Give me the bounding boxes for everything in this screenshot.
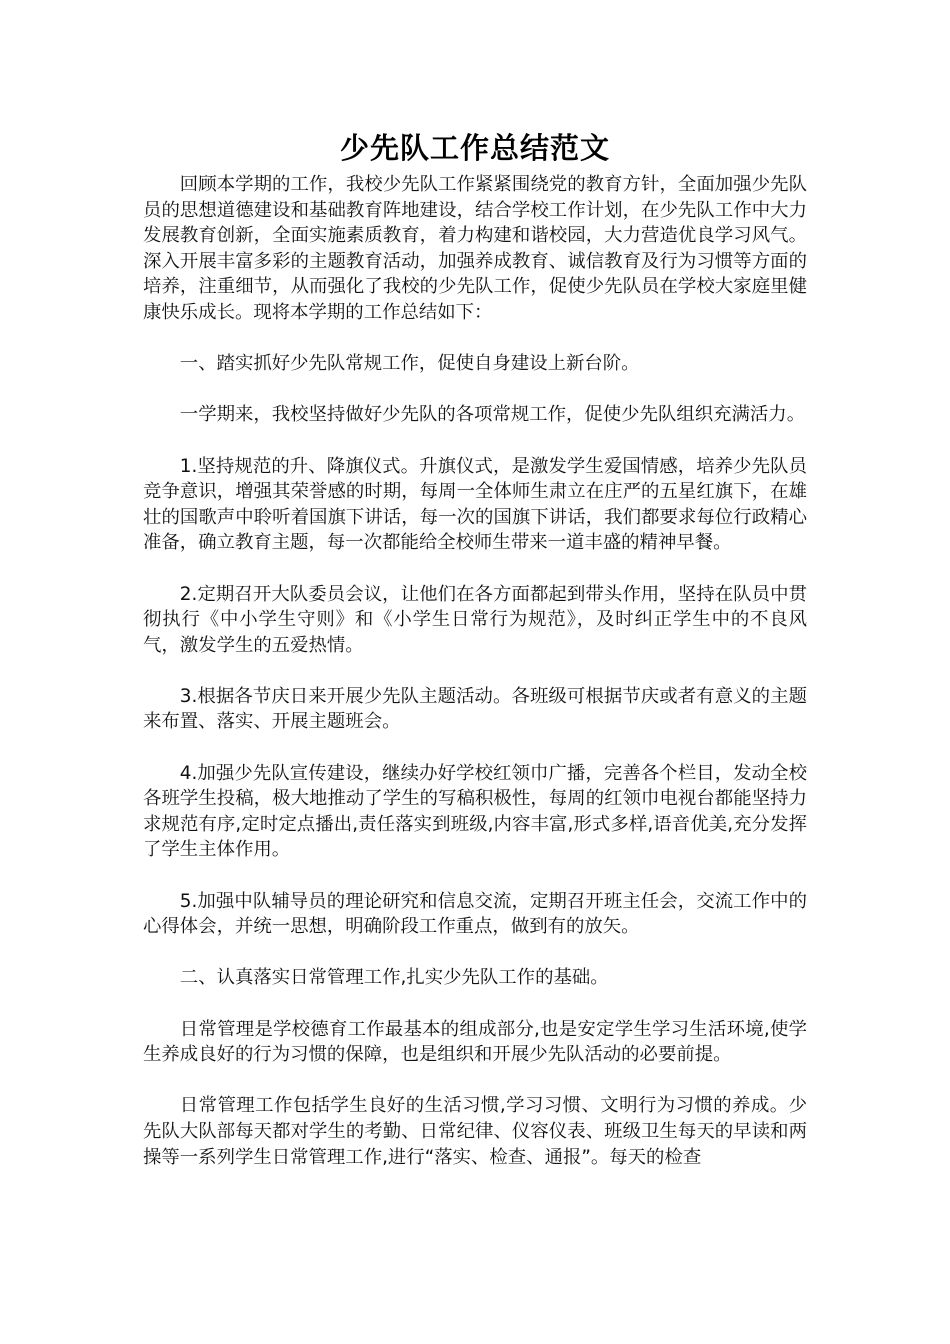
paragraph-item-3: 3.根据各节庆日来开展少先队主题活动。各班级可根据节庆或者有意义的主题来布置、落实、开展主题班会。: [143, 685, 807, 733]
section-heading-2: 二、认真落实日常管理工作,扎实少先队工作的基础。: [179, 967, 609, 989]
section-heading-1: 一、踏实抓好少先队常规工作，促使自身建设上新台阶。: [179, 353, 640, 375]
paragraph-daily-habits: 日常管理工作包括学生良好的生活习惯,学习习惯、文明行为习惯的养成。少先队大队部每天都对学生的考勤、日常纪律、仪容仪表、班级卫生每天的早读和两操等一系列学生日常管理工作,进行“落实、检查、通报”。每天的检查: [143, 1095, 807, 1168]
document-body: [143, 172, 807, 1170]
paragraph-intro: 回顾本学期的工作，我校少先队工作紧紧围绕党的教育方针，全面加强少先队员的思想道德建设和基础教育阵地建设，结合学校工作计划，在少先队工作中大力发展教育创新，全面实施素质教育，着力构建和谐校园，大力营造优良学习风气。深入开展丰富多彩的主题教育活动，加强养成教育、诚信教育及行为习惯等方面的培养，注重细节，从而强化了我校的少先队工作，促使少先队员在学校大家庭里健康快乐成长。现将本学期的工作总结如下：: [143, 174, 807, 323]
paragraph-item-1: 1.坚持规范的升、降旗仪式。升旗仪式，是激发学生爱国情感，培养少先队员竞争意识，增强其荣誉感的时期，每周一全体师生肃立在庄严的五星红旗下，在雄壮的国歌声中聆听着国旗下讲话，每一次的国旗下讲话，我们都要求每位行政精心准备，确立教育主题，每一次都能给全校师生带来一道丰盛的精神早餐。: [143, 455, 807, 554]
paragraph-item-5: 5.加强中队辅导员的理论研究和信息交流，定期召开班主任会，交流工作中的心得体会，并统一思想，明确阶段工作重点，做到有的放矢。: [143, 890, 807, 938]
paragraph-item-4: 4.加强少先队宣传建设，继续办好学校红领巾广播，完善各个栏目，发动全校各班学生投稿，极大地推动了学生的写稿积极性，每周的红领巾电视台都能坚持力求规范有序,定时定点播出,责任落实到班级,内容丰富,形式多样,语音优美,充分发挥了学生主体作用。: [143, 762, 807, 861]
paragraph-item-2: 2.定期召开大队委员会议，让他们在各方面都起到带头作用，坚持在队员中贯彻执行《中小学生守则》和《小学生日常行为规范》，及时纠正学生中的不良风气，激发学生的五爱热情。: [143, 583, 807, 656]
document-title: 少先队工作总结范文: [339, 131, 610, 165]
paragraph-routine-work: 一学期来，我校坚持做好少先队的各项常规工作，促使少先队组织充满活力。: [179, 404, 806, 426]
paragraph-daily-management: 日常管理是学校德育工作最基本的组成部分,也是安定学生学习生活环境,使学生养成良好的行为习惯的保障，也是组织和开展少先队活动的必要前提。: [143, 1018, 807, 1066]
